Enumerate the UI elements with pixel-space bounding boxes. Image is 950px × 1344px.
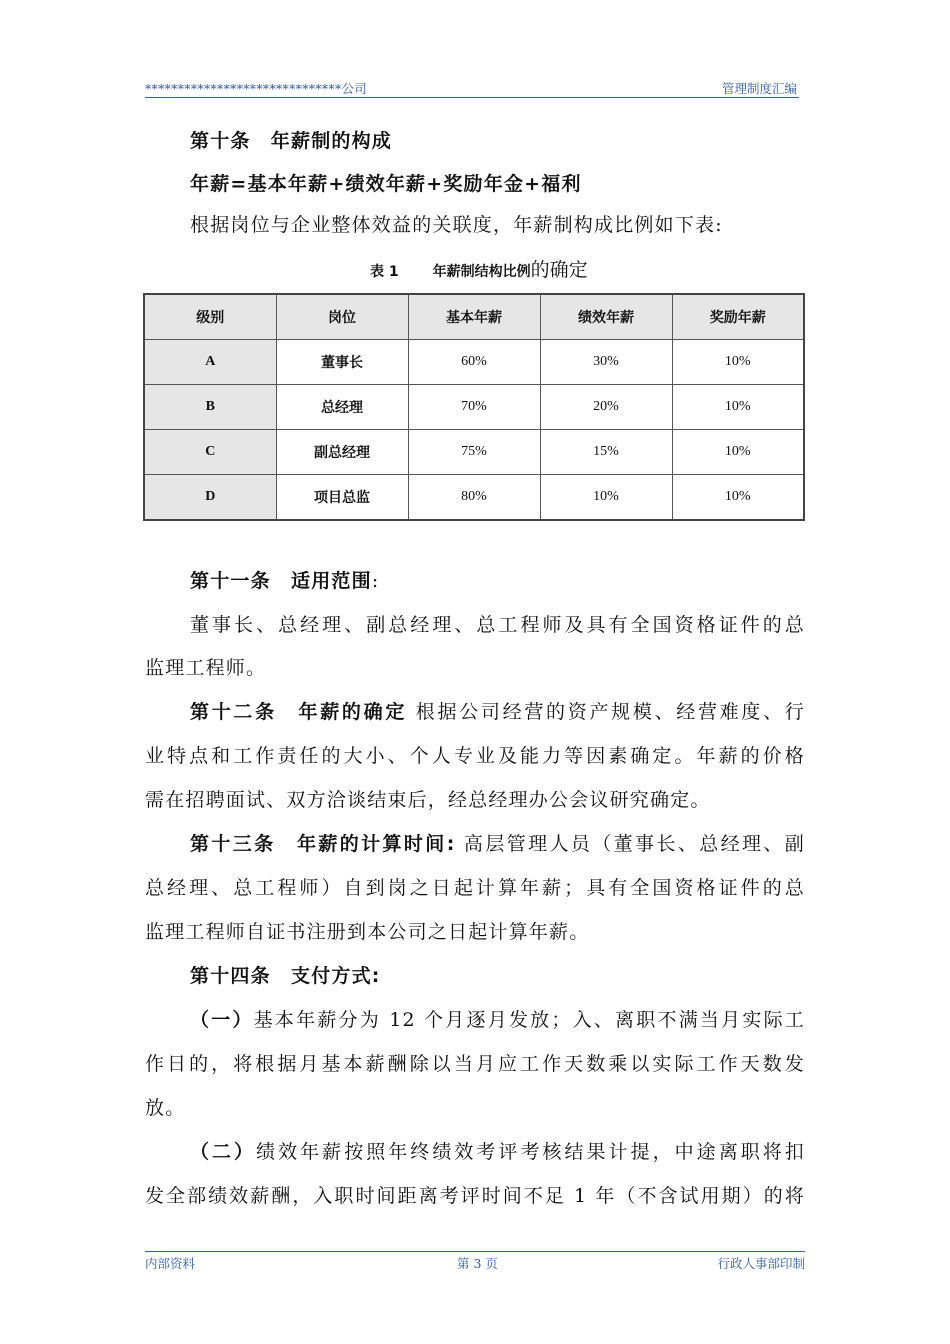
footer-page-number: 第 3 页 (457, 1256, 498, 1271)
salary-ratio-table (143, 293, 805, 521)
cell-base: 80% (408, 475, 540, 521)
item-1-text-1: 基本年薪分为 12 个月逐月发放；入、离职不满当月实际工 (253, 1009, 806, 1031)
article-14-item-2-line-1 (145, 1139, 805, 1165)
header-doc-title: 管理制度汇编 (721, 81, 797, 96)
article-13-title: 第十三条 年薪的计算时间: (190, 833, 456, 855)
item-2-text-1: 绩效年薪按照年终绩效考评考核结果计提，中途离职将扣 (256, 1141, 805, 1163)
article-10-title: 第十条 年薪制的构成 (190, 130, 393, 152)
article-12-line-2: 业特点和工作责任的大小、个人专业及能力等因素确定。年薪的价格 (145, 745, 805, 767)
article-11-heading (145, 568, 805, 594)
cell-base: 70% (408, 385, 540, 430)
cell-performance: 20% (540, 385, 672, 430)
page-footer (145, 1251, 805, 1270)
cell-bonus: 10% (672, 430, 804, 475)
col-header-level: 级别 (144, 294, 276, 340)
table-header-row (144, 294, 804, 340)
article-11-line-1: 董事长、总经理、副总经理、总工程师及具有全国资格证件的总 (190, 614, 805, 636)
article-11-colon: : (371, 570, 380, 592)
cell-base: 75% (408, 430, 540, 475)
table-row (144, 340, 804, 385)
cell-level: B (144, 385, 276, 430)
page-header (145, 79, 799, 98)
item-2-label: （二） (190, 1141, 257, 1163)
table-caption (370, 255, 588, 282)
cell-bonus: 10% (672, 475, 804, 521)
article-14-item-2-line-2: 发全部绩效薪酬，入职时间距离考评时间不足 1 年（不含试用期）的将 (145, 1185, 805, 1207)
table-row (144, 385, 804, 430)
cell-level: D (144, 475, 276, 521)
col-header-base-salary: 基本年薪 (408, 294, 540, 340)
article-14-item-1-line-1 (145, 1007, 805, 1033)
article-13-line-1 (145, 831, 805, 857)
footer-printer: 行政人事部印制 (717, 1256, 805, 1271)
article-13-text-1: 高层管理人员（董事长、总经理、副 (455, 833, 805, 855)
table-caption-title: 年薪制结构比例 (432, 264, 531, 280)
article-11-line-2: 监理工程师。 (145, 657, 267, 679)
article-14-item-1-line-3: 放。 (145, 1097, 186, 1119)
cell-position: 项目总监 (276, 475, 408, 521)
article-14-title: 第十四条 支付方式: (190, 965, 381, 987)
table-intro: 根据岗位与企业整体效益的关联度，年薪制构成比例如下表: (190, 214, 723, 236)
table-caption-number: 表 1 (370, 264, 399, 280)
footer-internal-label: 内部资料 (145, 1256, 196, 1271)
cell-position: 董事长 (276, 340, 408, 385)
table-row (144, 430, 804, 475)
article-11-title: 第十一条 适用范围 (190, 570, 372, 592)
cell-performance: 15% (540, 430, 672, 475)
article-14-item-1-line-2: 作日的，将根据月基本薪酬除以当月应工作天数乘以实际工作天数发 (145, 1053, 805, 1075)
article-12-text-1: 根据公司经营的资产规模、经营难度、行 (407, 701, 805, 723)
cell-performance: 10% (540, 475, 672, 521)
header-company: ******************************公司 (145, 81, 368, 96)
col-header-performance-salary: 绩效年薪 (540, 294, 672, 340)
cell-bonus: 10% (672, 340, 804, 385)
article-13-line-2: 总经理、总工程师）自到岗之日起计算年薪；具有全国资格证件的总 (145, 877, 805, 899)
cell-level: C (144, 430, 276, 475)
article-12-title: 第十二条 年薪的确定 (190, 701, 408, 723)
article-12-line-1 (145, 699, 805, 725)
article-13-line-3: 监理工程师自证书注册到本公司之日起计算年薪。 (145, 921, 590, 943)
table-row (144, 475, 804, 521)
cell-performance: 30% (540, 340, 672, 385)
cell-position: 副总经理 (276, 430, 408, 475)
salary-formula: 年薪=基本年薪+绩效年薪+奖励年金+福利 (190, 173, 582, 195)
article-12-line-3: 需在招聘面试、双方洽谈结束后，经总经理办公会议研究确定。 (145, 789, 711, 811)
cell-bonus: 10% (672, 385, 804, 430)
cell-base: 60% (408, 340, 540, 385)
col-header-bonus-salary: 奖励年薪 (672, 294, 804, 340)
cell-position: 总经理 (276, 385, 408, 430)
table-caption-tail: 的确定 (530, 259, 588, 281)
item-1-label: （一） (190, 1009, 254, 1031)
cell-level: A (144, 340, 276, 385)
col-header-position: 岗位 (276, 294, 408, 340)
